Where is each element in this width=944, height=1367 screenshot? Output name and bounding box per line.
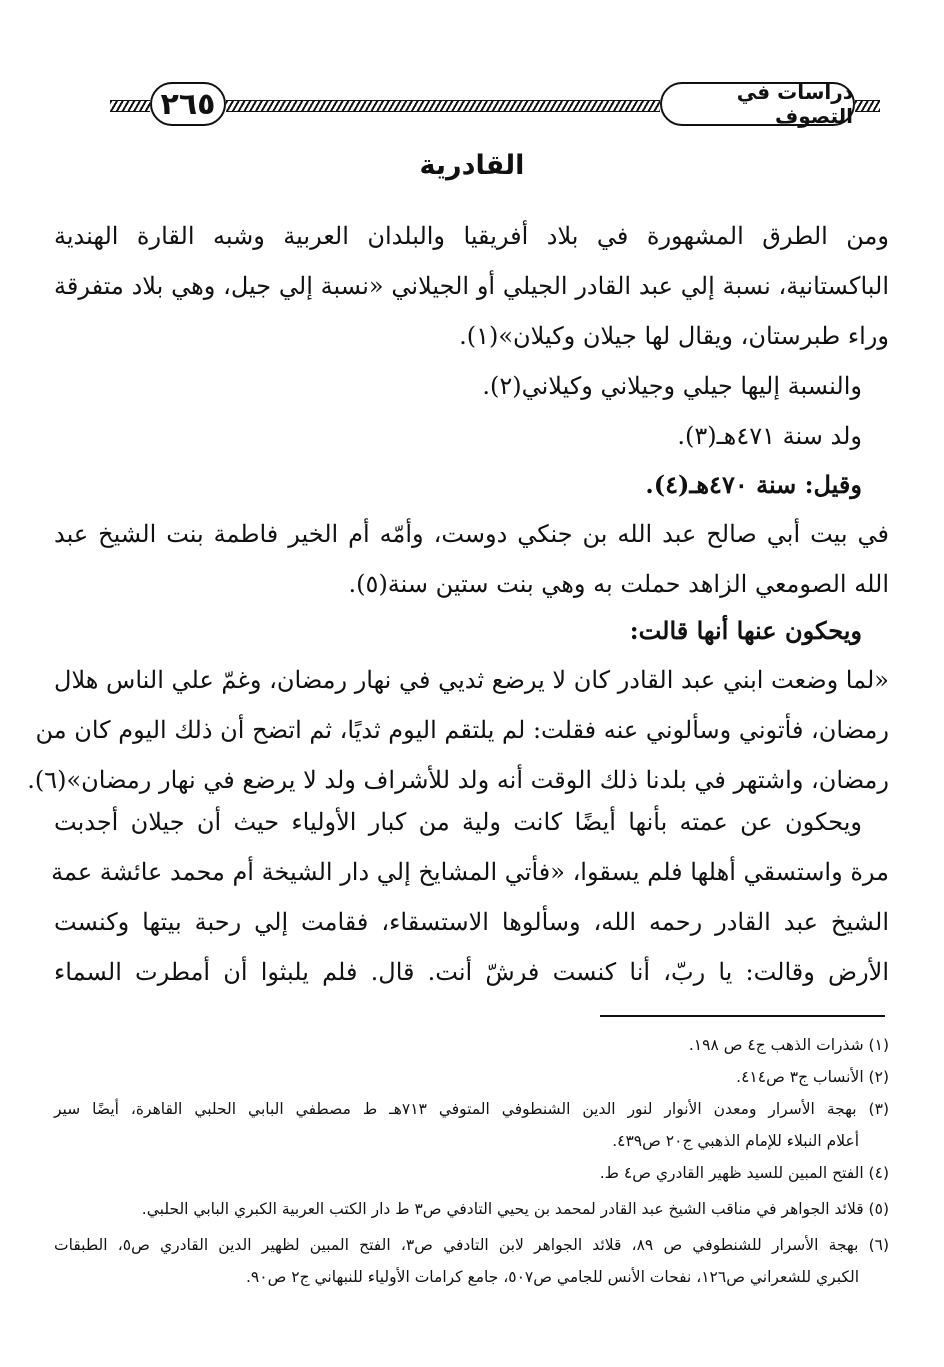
body-heading: ويحكون عنها أنها قالت: — [629, 616, 862, 645]
body-line: الله الصومعي الزاهد حملت به وهي بنت ستين سنة(٥). — [348, 570, 889, 598]
body-line: في بيت أبي صالح عبد الله بن جنكي دوست، وأمّه أم الخير فاطمة بنت الشيخ عبد — [54, 520, 889, 548]
section-title: القادرية — [419, 150, 525, 181]
footnote: (٣) بهجة الأسرار ومعدن الأنوار لنور الدين الشنطوفي المتوفي ٧١٣هـ ط مصطفي البابي الحلبي القاهرة، أيضًا سير — [54, 1100, 889, 1118]
body-line: الأرض وقالت: يا ربّ، أنا كنست فرشّ أنت. قال. فلم يلبثوا أن أمطرت السماء — [54, 958, 889, 986]
footnote: (١) شذرات الذهب ج٤ ص ١٩٨. — [688, 1036, 889, 1054]
body-line: ولد سنة ٤٧١هـ(٣). — [677, 422, 862, 450]
footnote: الكبري للشعراني ص١٢٦، نفحات الأنس للجامي ص٥٠٧، جامع كرامات الأولياء للنبهاني ج٢ ص٩٠. — [245, 1268, 859, 1286]
body-line: الشيخ عبد القادر رحمه الله، وسألوها الاستسقاء، فقامت إلي رحبة بيتها وكنست — [54, 908, 889, 936]
rope-ornament-right — [855, 100, 880, 112]
body-line: ومن الطرق المشهورة في بلاد أفريقيا والبلدان العربية وشبه القارة الهندية — [54, 222, 889, 250]
body-line: وقيل: سنة ٤٧٠هـ(٤). — [645, 470, 862, 499]
footnote: (٢) الأنساب ج٣ ص٤١٤. — [736, 1068, 889, 1086]
body-line: مرة واستسقي أهلها فلم يسقوا، «فأتي المشايخ إلي دار الشيخة أم محمد عائشة عمة — [51, 858, 889, 886]
page-number: ٢٦٥ — [150, 82, 226, 126]
footnote: أعلام النبلاء للإمام الذهبي ج٢٠ ص٤٣٩. — [612, 1132, 859, 1150]
footnote-separator — [600, 1015, 885, 1017]
body-line: رمضان، واشتهر في بلدنا ذلك الوقت أنه ولد للأشراف ولد لا يرضع في نهار رمضان»(٦). — [27, 766, 889, 794]
page-header — [110, 80, 880, 130]
body-line: ويحكون عن عمته بأنها أيضًا كانت ولية من كبار الأولياء حيث أن جيلان أجدبت — [54, 808, 862, 836]
rope-ornament-middle — [226, 100, 660, 112]
body-line: رمضان، فأتوني وسألوني عنه فقلت: لم يلتقم اليوم ثديًا، ثم اتضح أن ذلك اليوم كان من — [35, 716, 889, 744]
body-line: الباكستانية، نسبة إلي عبد القادر الجيلي أو الجيلاني «نسبة إلي جيل، وهي بلاد متفرقة — [54, 272, 889, 300]
footnote: (٤) الفتح المبين للسيد ظهير القادري ص٤ ط. — [599, 1164, 889, 1182]
footnote: (٦) بهجة الأسرار للشنطوفي ص ٨٩، قلائد الجواهر لابن التادفي ص٣، الفتح المبين لظهير الدين القادري ص٥، الطبقات — [54, 1236, 890, 1254]
footnote: (٥) قلائد الجواهر في مناقب الشيخ عبد القادر لمحمد بن يحيي التادفي ص٣ ط دار الكتب العربية الكبري البابي الحلبي. — [141, 1200, 889, 1218]
body-line: وراء طبرستان، ويقال لها جيلان وكيلان»(١). — [459, 322, 889, 350]
body-line: والنسبة إليها جيلي وجيلاني وكيلاني(٢). — [482, 372, 862, 400]
running-title: دراسات في التصوف — [660, 82, 855, 126]
rope-ornament-left — [110, 100, 150, 112]
body-line: «لما وضعت ابني عبد القادر كان لا يرضع ثديي في نهار رمضان، وغمّ علي الناس هلال — [54, 666, 889, 694]
